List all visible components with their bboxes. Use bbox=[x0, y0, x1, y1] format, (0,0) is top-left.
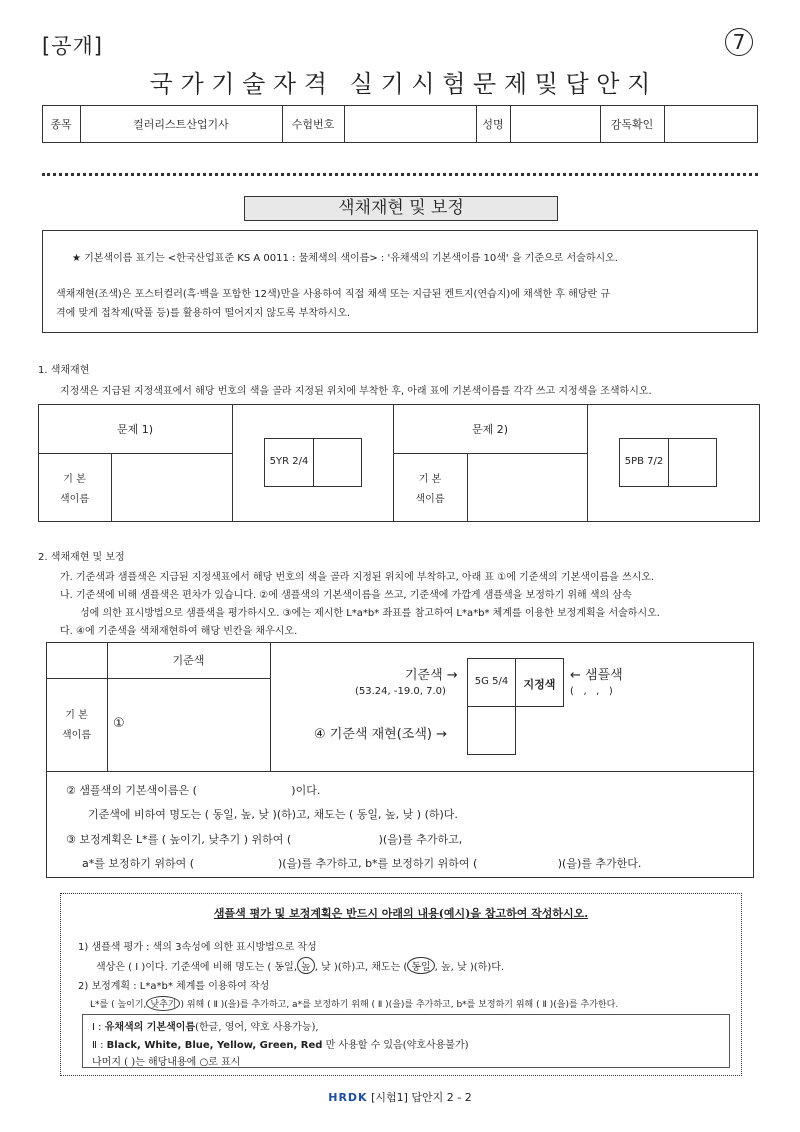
field-value: 컬러리스트산업기사 bbox=[133, 118, 229, 131]
public-tag: [공개] bbox=[42, 34, 103, 58]
name-label: 성명 bbox=[482, 118, 504, 131]
example-title: 샘플색 평가 및 보정계획은 반드시 아래의 내용(예시)을 참고하여 작성하시오. bbox=[213, 907, 589, 920]
ref-lab-values: (53.24, -19.0, 7.0) bbox=[355, 686, 446, 697]
sample-color-arrow-label: ← 샘플색 bbox=[570, 668, 623, 683]
legend-line-1: Ⅰ : 유채색의 기본색이름(한글, 영어, 약호 사용가능), bbox=[92, 1022, 319, 1033]
part1-heading: 1. 색채재현 bbox=[38, 365, 90, 376]
part2-item-na-2: 성에 의한 표시방법으로 샘플색을 평가하시오. ③에는 제시한 L*a*b* 좌표를 참고하여 L*a*b* 체계를 이용한 보정계획을 서술하시오. bbox=[80, 608, 660, 619]
problem1-label: 문제 1) bbox=[116, 422, 154, 436]
circled-same: 동일 bbox=[407, 957, 434, 974]
footer-text: [시험1] 답안지 2 - 2 bbox=[371, 1091, 472, 1104]
ref-color-code: 5G 5/4 bbox=[474, 676, 509, 687]
supervisor-field[interactable] bbox=[664, 105, 758, 143]
sample-lab-values: ( , , ) bbox=[570, 686, 613, 697]
part2-heading: 2. 색채재현 및 보정 bbox=[38, 552, 125, 563]
instruction-line-3: 격에 맞게 접착제(딱풀 등)를 활용하여 떨어지지 않도록 부착하시오. bbox=[56, 308, 351, 319]
hrdk-logo: HRDK bbox=[328, 1091, 368, 1104]
page-number-circle: 7 bbox=[725, 28, 753, 56]
instruction-line-1: ★ 기본색이름 표기는 <한국산업표준 KS A 0011 : 물체색의 색이름> : '유채색의 기본색이름 10색' 을 기준으로 서술하시오. bbox=[72, 253, 618, 264]
ref-reproduction-swatch[interactable] bbox=[467, 706, 516, 755]
part1-description: 지정색은 지급된 지정색표에서 해당 번호의 색을 골라 지정된 위치에 부착한 후, 아래 표에 기본색이름를 각각 쓰고 지정색을 조색하시오. bbox=[60, 386, 652, 397]
circle-1-marker: ① bbox=[113, 716, 125, 731]
ref-color-arrow-label: 기준색 → bbox=[405, 668, 458, 683]
section-title: 색채재현 및 보정 bbox=[244, 196, 558, 221]
reproduction-swatch-1[interactable] bbox=[313, 438, 362, 487]
reproduction-swatch-2[interactable] bbox=[668, 438, 717, 487]
answer-line-2b: 기준색에 비하여 명도는 ( 동일, 높, 낮 )(하)고, 채도는 ( 동일, 높, 낮 ) (하)다. bbox=[88, 808, 458, 821]
designated-color-label: 지정색 bbox=[523, 678, 556, 691]
color-code-1: 5YR 2/4 bbox=[269, 456, 309, 467]
ref-color-header: 기준색 bbox=[172, 654, 205, 667]
circled-high: 높 bbox=[297, 957, 315, 974]
answer-line-2: ② 샘플색의 기본색이름은 ( )이다. bbox=[66, 784, 321, 797]
part2-item-na-1: 나. 기준색에 비해 샘플색은 편차가 있습니다. ②에 샘플색의 기본색이름을 쓰고, 기준색에 가깝게 샘플색을 보정하기 위해 색의 삼속 bbox=[60, 590, 632, 601]
page-title: 국 가 기 술 자 격 실 기 시 험 문 제 및 답 안 지 bbox=[149, 70, 651, 98]
ref-basic-name-field[interactable] bbox=[126, 678, 270, 771]
part2-item-ga: 가. 기준색과 샘플색은 지급된 지정색표에서 해당 번호의 색을 골라 지정된 위치에 부착하고, 아래 표 ①에 기준색의 기본색이름을 쓰시오. bbox=[60, 572, 655, 583]
basic-name-label-p3: 기 본 색이름 bbox=[62, 710, 91, 741]
exam-number-field[interactable] bbox=[344, 105, 476, 143]
instruction-line-2: 색채재현(조색)은 포스터컬러(흑·백을 포함한 12색)만을 사용하여 직접 채색 또는 지급된 켄트지(연습지)에 채색한 후 해당란 규 bbox=[56, 289, 610, 300]
example-item-2-body: L*를 ( 높이기, 낮추기 ) 위해 ( Ⅱ )(을)를 추가하고, a*를 보정하기 위해 ( Ⅱ )(을)를 추가하고, b*를 보정하기 위해 ( Ⅱ )(을)를 추가한다. bbox=[90, 996, 618, 1011]
reproduce-label: ④ 기준색 재현(조색) → bbox=[314, 727, 447, 742]
name-field[interactable] bbox=[510, 105, 600, 143]
problem2-basic-name-field[interactable] bbox=[467, 453, 587, 522]
exam-number-label: 수험번호 bbox=[291, 118, 335, 131]
example-item-1-body: 색상은 ( Ⅰ )이다. 기준색에 비해 명도는 ( 동일, 높 , 낮 )(하)고, 채도는 ( 동일 , 높, 낮 )(하)다. bbox=[96, 957, 504, 974]
part2-item-da: 다. ④에 기준색을 색채재현하여 해당 빈칸을 채우시오. bbox=[60, 626, 298, 637]
example-item-2-head: 2) 보정계획 : L*a*b* 체계를 이용하여 작성 bbox=[78, 981, 270, 992]
example-item-1-head: 1) 샘플색 평가 : 색의 3속성에 의한 표시방법으로 작성 bbox=[78, 942, 317, 953]
footer bbox=[0, 1089, 800, 1105]
legend-line-2: Ⅱ : Black, White, Blue, Yellow, Green, Red 만 사용할 수 있음(약호사용불가) bbox=[92, 1040, 469, 1051]
color-code-2: 5PB 7/2 bbox=[624, 456, 664, 467]
problem1-basic-name-field[interactable] bbox=[111, 453, 232, 522]
problem2-label: 문제 2) bbox=[471, 422, 509, 436]
legend-line-3: 나머지 ( )는 해당내용에 ○로 표시 bbox=[92, 1057, 241, 1068]
circled-lower: 낮추기 bbox=[146, 996, 180, 1011]
dotted-separator bbox=[42, 173, 758, 176]
answer-line-3b: a*를 보정하기 위하여 ( )(을)를 추가하고, b*를 보정하기 위하여 ( )(을)를 추가한다. bbox=[82, 857, 642, 870]
basic-name-label-p1: 기 본 색이름 bbox=[60, 474, 89, 505]
supervisor-label: 감독확인 bbox=[610, 118, 654, 131]
field-label: 종목 bbox=[50, 118, 72, 131]
basic-name-label-p2: 기 본 색이름 bbox=[415, 474, 445, 505]
answer-line-3: ③ 보정계획은 L*를 ( 높이기, 낮추기 ) 위하여 ( )(을)를 추가하고, bbox=[66, 833, 463, 846]
